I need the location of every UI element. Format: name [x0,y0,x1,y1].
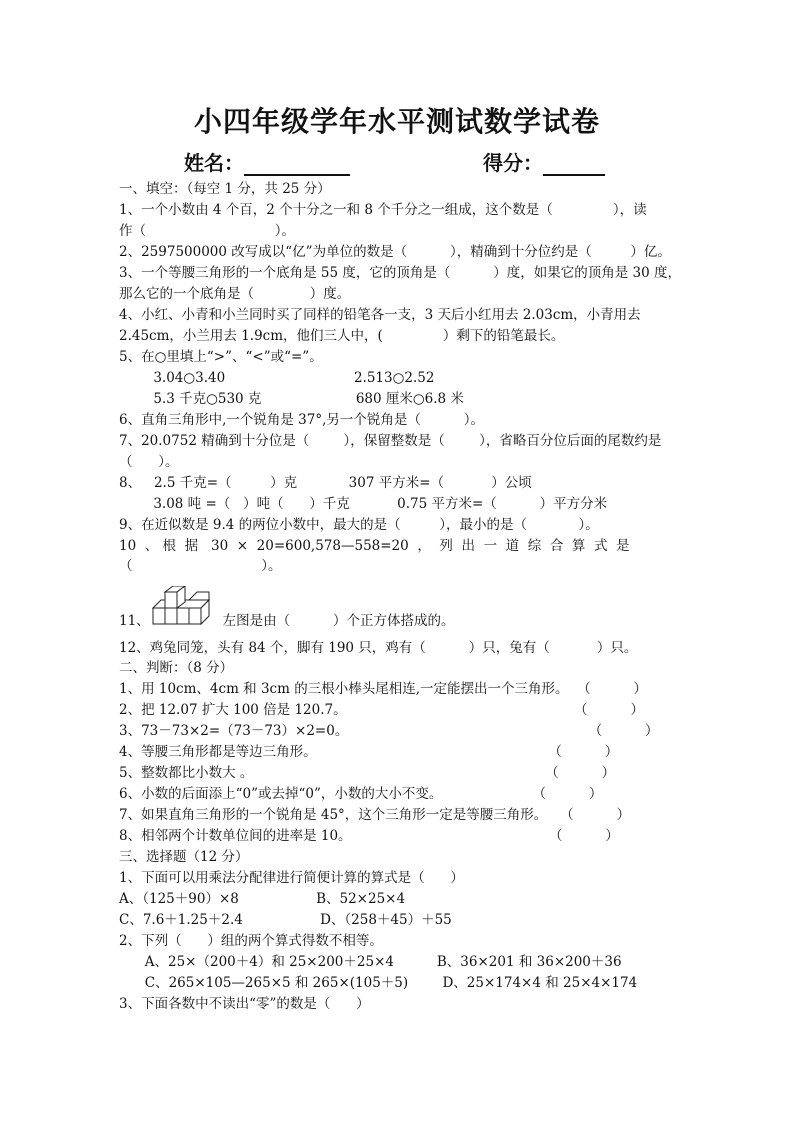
question-line: 8、相邻两个计数单位间的进率是 10。 （ ） [119,828,619,844]
name-field [184,147,350,176]
page-title: 小四年级学年水平测试数学试卷 [193,105,600,138]
score-field [483,147,605,176]
section-choice-heading: 三、选择题（12 分） [119,849,249,865]
section-fill-heading: 一、填空：（每空 1 分，共 25 分） [119,181,331,197]
question-line: 2、2597500000 改写成以“亿”为单位的数是（ ），精确到十分位约是（ ）亿。 [119,244,671,260]
question-line: 11、 左图是由（ ）个正方体搭成的。 [119,613,455,629]
question-line: C、265×105—265×5 和 265×(105＋5) D、25×174×4 和 25×4×174 [119,975,638,991]
score-blank[interactable] [543,154,605,176]
question-line: 7、如果直角三角形的一个锐角是 45°，这个三角形一定是等腰三角形。 （ ） [119,807,631,823]
question-line: 3、下面各数中不读出“零”的数是（ ） [119,996,370,1012]
question-line: （ ）。 [119,454,179,470]
question-line: 8、 2.5 千克=（ ）克 307 平方米=（ ）公顷 [119,475,532,491]
question-line: 2.45cm，小兰用去 1.9cm，他们三人中，( ）剩下的铅笔最长。 [119,328,565,344]
question-line: 那么它的一个底角是（ ）度。 [119,286,351,302]
question-line: 1、一个小数由 4 个百，2 个十分之一和 8 个千分之一组成，这个数是（ ），读 [119,202,647,218]
name-blank[interactable] [244,154,350,176]
question-line: 9、在近似数是 9.4 的两位小数中，最大的是（ ），最小的是（ ）。 [119,517,599,533]
question-line: A、25×（200＋4）和 25×200＋25×4 B、36×201 和 36×200＋36 [119,954,622,970]
question-line: （ ）。 [119,558,282,574]
question-line: 10 、 根 据 30 × 20=600,578—558=20 ， 列 出 一 道 综 合 算 式 是 [119,538,630,554]
question-line: 5、整数都比小数大 。 （ ） [119,765,616,781]
question-line: 4、小红、小青和小兰同时买了同样的铅笔各一支，3 天后小红用去 2.03cm，小青用去 [119,307,641,323]
name-label: 姓名： [184,151,244,175]
question-line: 12、鸡兔同笼，头有 84 个，脚有 190 只，鸡有（ ）只，兔有（ ）只。 [119,640,638,656]
question-line: 1、下面可以用乘法分配律进行简便计算的算式是（ ） [119,870,464,886]
question-line: 6、小数的后面添上“0”或去掉“0”，小数的大小不变。 （ ） [119,786,603,802]
question-line: 5.3 千克○530 克 680 厘米○6.8 米 [119,391,464,407]
question-line: 作（ ）。 [119,223,295,239]
question-line: 3.04○3.40 2.513○2.52 [119,370,435,386]
question-line: 4、等腰三角形都是等边三角形。 （ ） [119,744,619,760]
score-label: 得分： [483,151,543,175]
question-line: 7、20.0752 精确到十分位是（ ），保留整数是（ ），省略百分位后面的尾数约是 [119,433,662,449]
question-line: 3、73－73×2=（73－73）×2=0。 （ ） [119,723,659,739]
question-line: 5、在○里填上“>”、“<”或“=”。 [119,349,323,365]
question-line: 3.08 吨 =（ ）吨（ ）千克 0.75 平方米=（ ）平方分米 [119,496,608,512]
question-line: 1、用 10cm、4cm 和 3cm 的三根小棒头尾相连,一定能摆出一个三角形。 （ ） [119,681,647,697]
question-line: 2、下列（ ）组的两个算式得数不相等。 [119,933,383,949]
question-line: 6、直角三角形中,一个锐角是 37°,另一个锐角是（ ）。 [119,412,485,428]
question-line: 2、把 12.07 扩大 100 倍是 120.7。 （ ） [119,702,644,718]
question-line: 3、一个等腰三角形的一个底角是 55 度，它的顶角是（ ）度，如果它的顶角是 30 度， [119,265,682,281]
section-judge-heading: 二、判断：（8 分） [119,660,234,676]
question-line: A、（125＋90）×8 B、52×25×4 [119,891,406,907]
question-line: C、7.6＋1.25＋2.4 D、（258＋45）＋55 [119,912,452,928]
